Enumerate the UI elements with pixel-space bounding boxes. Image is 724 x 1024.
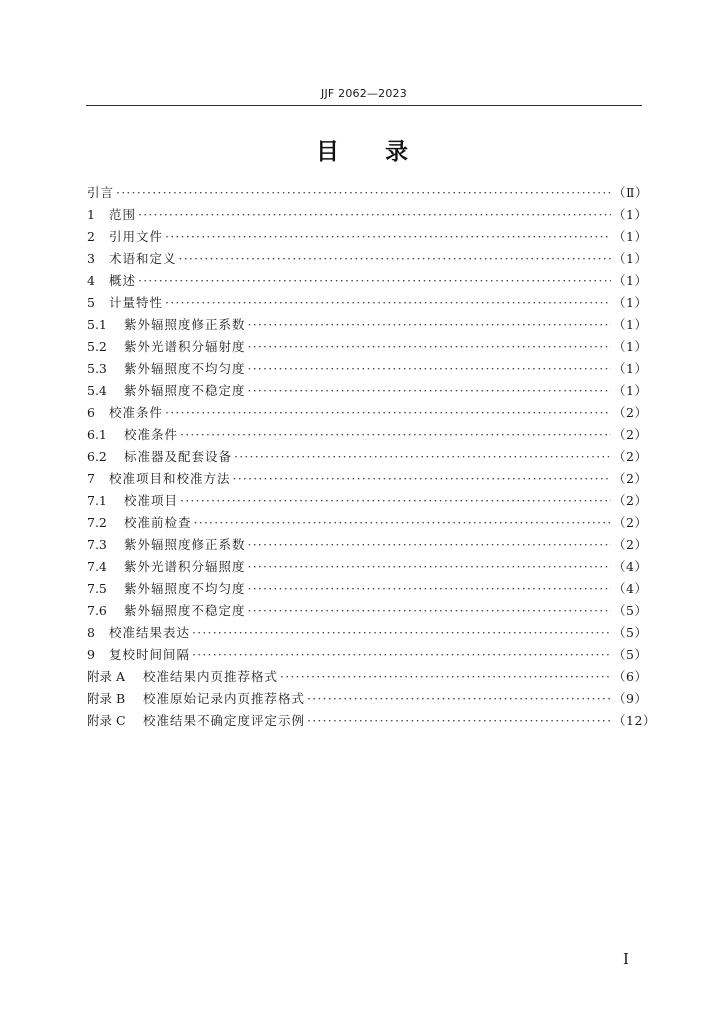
- toc-entry[interactable]: [87, 512, 648, 534]
- toc-leader-dots: [179, 248, 611, 270]
- toc-entry[interactable]: [87, 358, 648, 380]
- toc-entry-number: 附录 C: [87, 713, 126, 728]
- toc-leader-dots: [194, 512, 611, 534]
- toc-entry-page: （6）: [613, 669, 648, 684]
- toc-leader-dots: [248, 358, 611, 380]
- toc-entry-page: （5）: [613, 647, 648, 662]
- toc-leader-dots: [192, 644, 611, 666]
- toc-entry-page: （1）: [613, 295, 648, 310]
- toc-entry[interactable]: [87, 688, 648, 710]
- toc-leader-dots: [234, 446, 611, 468]
- toc-entry-number: 3: [87, 251, 95, 266]
- toc-entry-number: 5.4: [87, 383, 107, 398]
- toc-entry[interactable]: [87, 182, 648, 204]
- toc-entry-label: 紫外辐照度不稳定度: [124, 383, 246, 398]
- toc-entry-page: （2）: [613, 405, 648, 420]
- toc-entry-number: 7.6: [87, 603, 107, 618]
- toc-entry-page: （9）: [613, 691, 648, 706]
- toc-entry-page: （2）: [613, 427, 648, 442]
- toc-leader-dots: [165, 226, 611, 248]
- toc-entry-label: 紫外辐照度不均匀度: [124, 361, 246, 376]
- toc-entry[interactable]: [87, 446, 648, 468]
- toc-entry-label: 紫外光谱积分辐射度: [124, 339, 246, 354]
- toc-entry-label: 紫外辐照度修正系数: [124, 537, 246, 552]
- toc-entry-page: （1）: [613, 339, 648, 354]
- toc-entry-page: （Ⅱ）: [613, 185, 648, 200]
- toc-entry-label: 标准器及配套设备: [124, 449, 233, 464]
- toc-entry-number: 7.2: [87, 515, 107, 530]
- toc-list: [87, 182, 656, 732]
- toc-entry-label: 引言: [87, 185, 115, 200]
- standard-code: JJF 2062—2023: [321, 87, 407, 100]
- toc-leader-dots: [307, 688, 611, 710]
- toc-leader-dots: [165, 292, 611, 314]
- toc-entry-number: 附录 A: [87, 669, 126, 684]
- toc-entry-number: 7.4: [87, 559, 107, 574]
- toc-entry-number: 8: [87, 625, 95, 640]
- toc-entry-page: （2）: [613, 449, 648, 464]
- toc-entry[interactable]: [87, 270, 648, 292]
- toc-leader-dots: [192, 622, 611, 644]
- toc-entry-label: 计量特性: [109, 295, 164, 310]
- toc-entry[interactable]: [87, 600, 648, 622]
- toc-entry-label: 校准原始记录内页推荐格式: [143, 691, 306, 706]
- toc-entry-number: 5: [87, 295, 95, 310]
- toc-entry-page: （1）: [613, 317, 648, 332]
- toc-entry-label: 引用文件: [109, 229, 164, 244]
- toc-entry[interactable]: [87, 226, 648, 248]
- toc-entry[interactable]: [87, 556, 648, 578]
- toc-entry[interactable]: [87, 534, 648, 556]
- toc-entry-page: （12）: [613, 713, 656, 728]
- toc-leader-dots: [248, 336, 611, 358]
- toc-entry-page: （4）: [613, 559, 648, 574]
- toc-entry-page: （5）: [613, 625, 648, 640]
- toc-entry[interactable]: [87, 424, 648, 446]
- toc-leader-dots: [248, 556, 611, 578]
- toc-entry-label: 校准条件: [109, 405, 164, 420]
- toc-entry-number: 5.2: [87, 339, 107, 354]
- toc-entry-number: 1: [87, 207, 95, 222]
- toc-entry-number: 2: [87, 229, 95, 244]
- toc-entry[interactable]: [87, 578, 648, 600]
- toc-leader-dots: [248, 578, 611, 600]
- toc-entry-number: 5.1: [87, 317, 107, 332]
- toc-leader-dots: [248, 380, 611, 402]
- toc-entry[interactable]: [87, 314, 648, 336]
- toc-entry-number: 6: [87, 405, 95, 420]
- toc-leader-dots: [307, 710, 611, 732]
- toc-entry-label: 校准项目和校准方法: [109, 471, 231, 486]
- toc-entry-label: 范围: [109, 207, 137, 222]
- toc-entry[interactable]: [87, 380, 648, 402]
- toc-leader-dots: [248, 600, 611, 622]
- toc-entry-number: 7.1: [87, 493, 107, 508]
- toc-leader-dots: [280, 666, 611, 688]
- toc-entry-number: 6.1: [87, 427, 107, 442]
- toc-entry-number: 7.5: [87, 581, 107, 596]
- toc-entry-label: 紫外辐照度修正系数: [124, 317, 246, 332]
- toc-title: [0, 133, 724, 166]
- toc-entry-page: （2）: [613, 537, 648, 552]
- toc-entry-label: 校准项目: [124, 493, 179, 508]
- toc-leader-dots: [248, 534, 611, 556]
- toc-entry-number: 5.3: [87, 361, 107, 376]
- toc-entry[interactable]: [87, 644, 648, 666]
- toc-leader-dots: [138, 270, 611, 292]
- toc-entry[interactable]: [87, 204, 648, 226]
- toc-entry-page: （4）: [613, 581, 648, 596]
- toc-entry-number: 4: [87, 273, 95, 288]
- toc-entry-number: 附录 B: [87, 691, 126, 706]
- toc-entry[interactable]: [87, 336, 648, 358]
- toc-entry-label: 校准前检查: [124, 515, 192, 530]
- toc-entry-label: 校准结果表达: [109, 625, 191, 640]
- toc-entry-page: （1）: [613, 383, 648, 398]
- toc-entry-label: 复校时间间隔: [109, 647, 191, 662]
- toc-entry[interactable]: [87, 248, 648, 270]
- toc-entry-label: 校准结果不确定度评定示例: [143, 713, 306, 728]
- toc-entry[interactable]: [87, 402, 648, 424]
- toc-entry-page: （2）: [613, 515, 648, 530]
- toc-entry[interactable]: [87, 622, 648, 644]
- toc-entry-page: （5）: [613, 603, 648, 618]
- toc-entry-number: 7: [87, 471, 95, 486]
- toc-entry-page: （2）: [613, 471, 648, 486]
- toc-entry-label: 校准结果内页推荐格式: [143, 669, 279, 684]
- toc-entry-page: （1）: [613, 229, 648, 244]
- toc-entry-number: 6.2: [87, 449, 107, 464]
- toc-leader-dots: [248, 314, 611, 336]
- toc-entry-label: 紫外辐照度不均匀度: [124, 581, 246, 596]
- toc-leader-dots: [138, 204, 611, 226]
- page-header: [86, 83, 642, 106]
- toc-leader-dots: [233, 468, 611, 490]
- toc-entry-label: 紫外辐照度不稳定度: [124, 603, 246, 618]
- toc-entry-number: 9: [87, 647, 95, 662]
- toc-entry-page: （1）: [613, 207, 648, 222]
- toc-entry-page: （1）: [613, 273, 648, 288]
- toc-entry-page: （2）: [613, 493, 648, 508]
- toc-leader-dots: [180, 490, 611, 512]
- toc-entry-label: 术语和定义: [109, 251, 177, 266]
- toc-entry[interactable]: [87, 468, 648, 490]
- toc-leader-dots: [165, 402, 611, 424]
- toc-title-part2: 录: [385, 139, 408, 165]
- toc-leader-dots: [180, 424, 611, 446]
- toc-entry[interactable]: [87, 292, 648, 314]
- toc-entry-page: （1）: [613, 361, 648, 376]
- toc-entry-label: 校准条件: [124, 427, 179, 442]
- toc-entry-number: 7.3: [87, 537, 107, 552]
- toc-entry[interactable]: [87, 666, 648, 688]
- toc-leader-dots: [116, 182, 611, 204]
- toc-entry-label: 紫外光谱积分辐照度: [124, 559, 246, 574]
- page-number: I: [623, 950, 629, 968]
- toc-entry[interactable]: [87, 490, 648, 512]
- toc-entry[interactable]: [87, 710, 656, 732]
- toc-title-part1: 目: [316, 139, 339, 165]
- toc-entry-label: 概述: [109, 273, 137, 288]
- toc-entry-page: （1）: [613, 251, 648, 266]
